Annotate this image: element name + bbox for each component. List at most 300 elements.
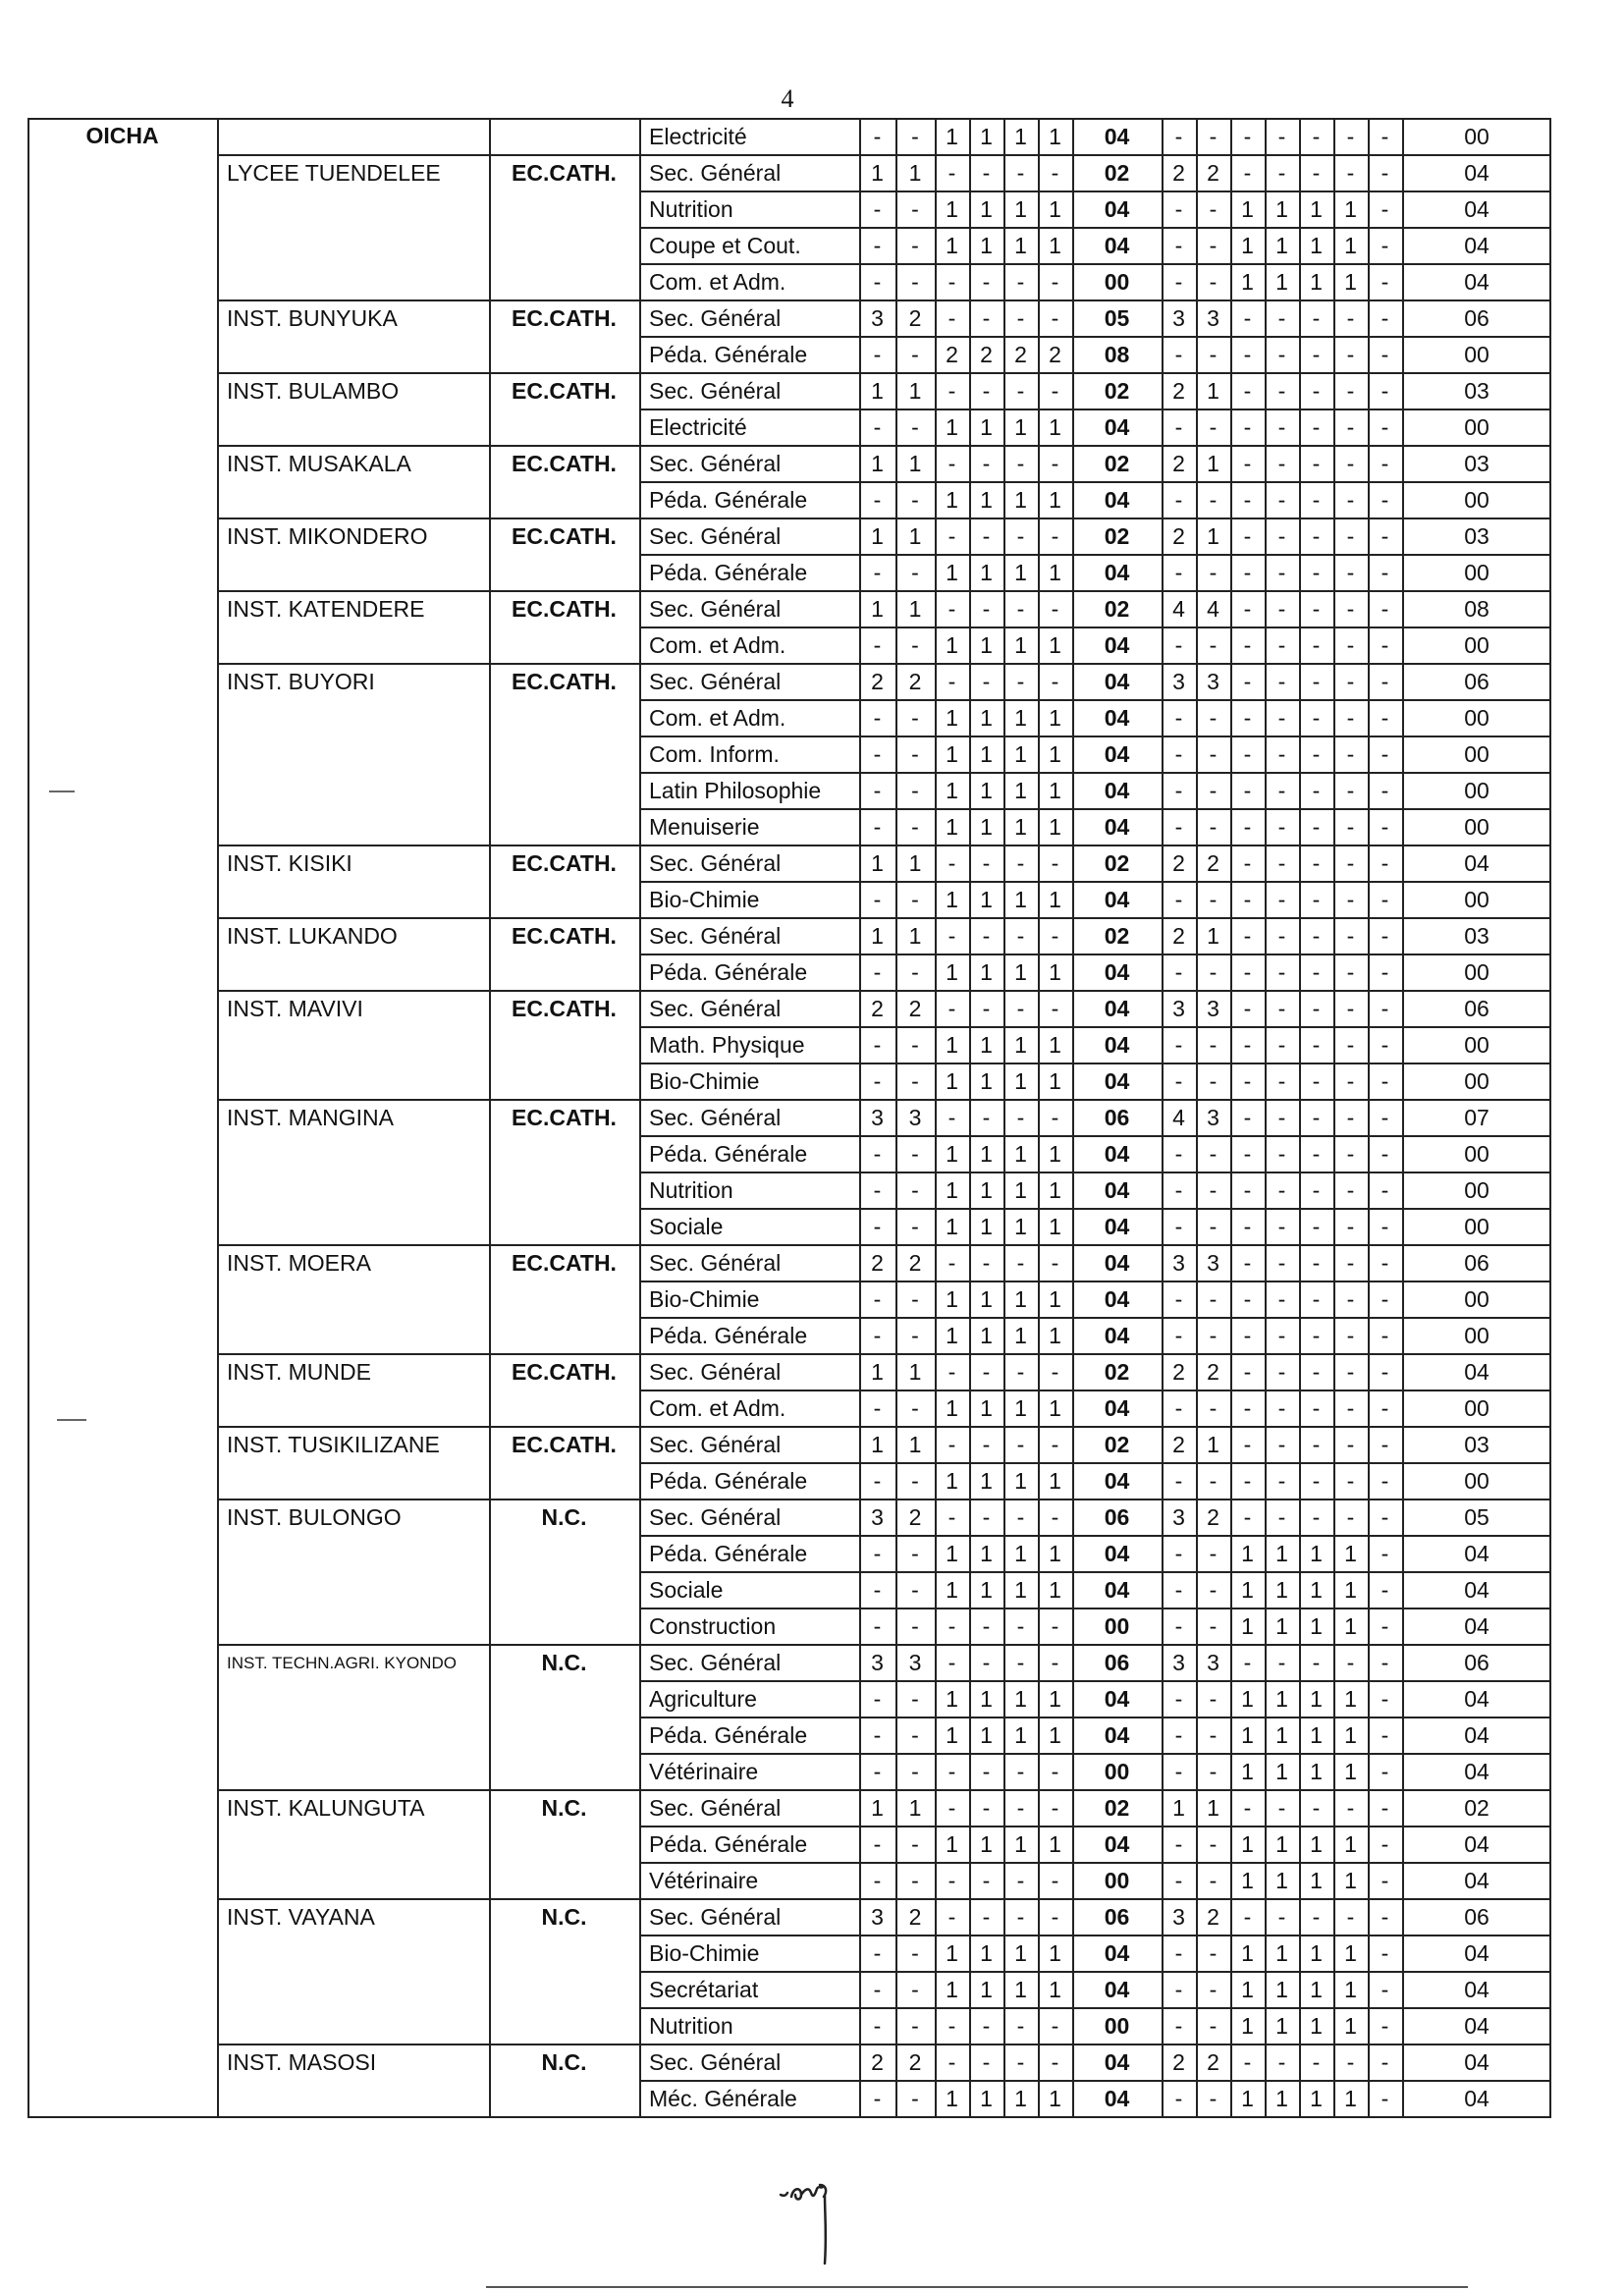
- count-cell: 1: [1049, 1032, 1061, 1058]
- count-cell: 1: [1344, 1686, 1357, 1712]
- option-cell: Péda. Générale: [649, 1468, 808, 1494]
- total-cell: 03: [1464, 923, 1489, 949]
- count-cell: 1: [1014, 487, 1027, 513]
- count-cell: 1: [946, 705, 958, 731]
- count-cell: -: [1243, 2049, 1252, 2075]
- count-cell: 3: [1172, 1650, 1185, 1675]
- count-cell: -: [982, 1650, 991, 1675]
- count-cell: 1: [871, 596, 884, 622]
- school-cell: INST. MASOSI: [227, 2049, 377, 2075]
- count-cell: 1: [1310, 1722, 1323, 1748]
- count-cell: 1: [980, 414, 993, 440]
- count-cell: -: [1209, 1977, 1218, 2002]
- count-cell: -: [911, 705, 919, 731]
- count-cell: -: [1051, 1650, 1059, 1675]
- count-cell: -: [1277, 1432, 1286, 1457]
- count-cell: 1: [908, 596, 922, 622]
- count-cell: -: [1016, 2049, 1025, 2075]
- count-cell: 1: [1241, 2013, 1254, 2039]
- count-cell: 2: [908, 305, 922, 331]
- count-cell: 1: [1310, 233, 1323, 258]
- count-cell: -: [982, 523, 991, 549]
- count-cell: 1: [980, 1323, 993, 1348]
- count-cell: -: [873, 1541, 882, 1566]
- count-cell: -: [1380, 1977, 1389, 2002]
- subtotal-cell: 06: [1104, 1105, 1130, 1130]
- subtotal-cell: 02: [1104, 451, 1130, 476]
- school-cell: INST. MAVIVI: [227, 996, 363, 1021]
- count-cell: -: [1277, 596, 1286, 622]
- count-cell: 1: [1049, 1141, 1061, 1167]
- count-cell: 1: [946, 414, 958, 440]
- count-cell: -: [1174, 1831, 1183, 1857]
- count-cell: -: [1380, 1214, 1389, 1239]
- count-cell: 1: [980, 814, 993, 840]
- count-cell: -: [911, 1940, 919, 1966]
- count-cell: -: [947, 1868, 956, 1893]
- count-cell: -: [1051, 378, 1059, 404]
- total-cell: 04: [1464, 196, 1489, 222]
- option-cell: Bio-Chimie: [649, 887, 760, 912]
- count-cell: -: [1312, 2049, 1321, 2075]
- option-cell: Sec. Général: [649, 378, 782, 404]
- total-cell: 00: [1464, 1395, 1489, 1421]
- table-border: [1549, 118, 1551, 2116]
- count-cell: -: [1243, 1032, 1252, 1058]
- count-cell: -: [911, 1468, 919, 1494]
- count-cell: 1: [1014, 196, 1027, 222]
- count-cell: 1: [1344, 1868, 1357, 1893]
- count-cell: -: [1380, 1541, 1389, 1566]
- count-cell: 1: [1241, 1686, 1254, 1712]
- count-cell: 1: [1049, 741, 1061, 767]
- count-cell: -: [1243, 1904, 1252, 1930]
- count-cell: -: [1243, 378, 1252, 404]
- count-cell: -: [1380, 741, 1389, 767]
- count-cell: -: [982, 451, 991, 476]
- count-cell: -: [1277, 451, 1286, 476]
- count-cell: 1: [980, 2086, 993, 2111]
- count-cell: -: [1243, 1214, 1252, 1239]
- count-cell: -: [1312, 1214, 1321, 1239]
- count-cell: -: [1209, 1032, 1218, 1058]
- count-cell: -: [1380, 1250, 1389, 1276]
- option-cell: Bio-Chimie: [649, 1286, 760, 1312]
- total-cell: 04: [1464, 1940, 1489, 1966]
- table-border: [27, 2116, 1551, 2118]
- count-cell: -: [1277, 1214, 1286, 1239]
- count-cell: -: [1312, 378, 1321, 404]
- option-cell: Sec. Général: [649, 669, 782, 694]
- count-cell: -: [1380, 1323, 1389, 1348]
- total-cell: 04: [1464, 1722, 1489, 1748]
- count-cell: -: [1380, 1105, 1389, 1130]
- count-cell: -: [1346, 1286, 1355, 1312]
- count-cell: -: [947, 160, 956, 186]
- count-cell: -: [1312, 451, 1321, 476]
- total-cell: 06: [1464, 305, 1489, 331]
- count-cell: 1: [1344, 233, 1357, 258]
- count-cell: 1: [1275, 1977, 1288, 2002]
- count-cell: -: [1277, 1323, 1286, 1348]
- count-cell: -: [1243, 741, 1252, 767]
- total-cell: 00: [1464, 814, 1489, 840]
- count-cell: -: [1346, 596, 1355, 622]
- count-cell: 1: [871, 160, 884, 186]
- count-cell: -: [982, 1432, 991, 1457]
- option-cell: Péda. Générale: [649, 1722, 808, 1748]
- count-cell: -: [873, 778, 882, 803]
- total-cell: 04: [1464, 2013, 1489, 2039]
- option-cell: Com. Inform.: [649, 741, 780, 767]
- total-cell: 00: [1464, 1468, 1489, 1494]
- count-cell: 3: [871, 305, 884, 331]
- count-cell: 3: [1172, 996, 1185, 1021]
- count-cell: 1: [1344, 1977, 1357, 2002]
- option-cell: Sec. Général: [649, 1904, 782, 1930]
- count-cell: -: [1174, 1395, 1183, 1421]
- count-cell: -: [1380, 1831, 1389, 1857]
- count-cell: 1: [908, 451, 922, 476]
- count-cell: -: [1209, 814, 1218, 840]
- total-cell: 00: [1464, 342, 1489, 367]
- count-cell: 1: [980, 1068, 993, 1094]
- count-cell: -: [1016, 1504, 1025, 1530]
- count-cell: -: [1016, 1795, 1025, 1821]
- count-cell: 1: [980, 1541, 993, 1566]
- count-cell: 2: [1172, 160, 1185, 186]
- count-cell: 1: [1049, 560, 1061, 585]
- option-cell: Péda. Générale: [649, 342, 808, 367]
- count-cell: -: [1346, 1432, 1355, 1457]
- count-cell: 3: [1172, 1504, 1185, 1530]
- count-cell: -: [1209, 487, 1218, 513]
- subtotal-cell: 04: [1104, 1468, 1130, 1494]
- count-cell: 1: [1014, 1214, 1027, 1239]
- count-cell: -: [947, 1795, 956, 1821]
- count-cell: -: [1346, 887, 1355, 912]
- count-cell: -: [1277, 923, 1286, 949]
- type-cell: EC.CATH.: [512, 669, 617, 694]
- count-cell: -: [1174, 124, 1183, 149]
- count-cell: -: [911, 196, 919, 222]
- count-cell: -: [1016, 596, 1025, 622]
- count-cell: 1: [1275, 2013, 1288, 2039]
- subtotal-cell: 08: [1104, 342, 1130, 367]
- count-cell: -: [1312, 996, 1321, 1021]
- count-cell: -: [873, 1759, 882, 1784]
- option-cell: Sec. Général: [649, 1504, 782, 1530]
- count-cell: -: [1209, 1759, 1218, 1784]
- option-cell: Math. Physique: [649, 1032, 805, 1058]
- total-cell: 04: [1464, 1613, 1489, 1639]
- signature-mark: [776, 2165, 854, 2273]
- count-cell: -: [873, 632, 882, 658]
- count-cell: -: [947, 1432, 956, 1457]
- count-cell: 1: [946, 1831, 958, 1857]
- count-cell: -: [873, 1868, 882, 1893]
- count-cell: 1: [946, 1214, 958, 1239]
- count-cell: 1: [1014, 124, 1027, 149]
- school-cell: INST. MUSAKALA: [227, 451, 411, 476]
- count-cell: -: [1380, 196, 1389, 222]
- count-cell: -: [873, 269, 882, 295]
- column-line: [639, 118, 641, 2116]
- count-cell: 1: [946, 1977, 958, 2002]
- count-cell: -: [1051, 2013, 1059, 2039]
- count-cell: -: [1243, 1177, 1252, 1203]
- option-cell: Péda. Générale: [649, 487, 808, 513]
- count-cell: -: [1380, 1650, 1389, 1675]
- count-cell: -: [1277, 2049, 1286, 2075]
- type-cell: EC.CATH.: [512, 1250, 617, 1276]
- count-cell: -: [911, 1395, 919, 1421]
- option-cell: Nutrition: [649, 1177, 733, 1203]
- count-cell: -: [1174, 887, 1183, 912]
- count-cell: -: [1243, 959, 1252, 985]
- count-cell: -: [1243, 487, 1252, 513]
- count-cell: -: [1346, 1323, 1355, 1348]
- count-cell: 1: [1275, 2086, 1288, 2111]
- count-cell: -: [1346, 1504, 1355, 1530]
- count-cell: -: [1016, 1904, 1025, 1930]
- count-cell: -: [982, 305, 991, 331]
- count-cell: -: [1051, 1105, 1059, 1130]
- subtotal-cell: 06: [1104, 1904, 1130, 1930]
- count-cell: -: [1312, 305, 1321, 331]
- count-cell: 1: [1014, 2086, 1027, 2111]
- count-cell: -: [873, 1940, 882, 1966]
- count-cell: 1: [946, 1468, 958, 1494]
- subtotal-cell: 04: [1104, 1032, 1130, 1058]
- total-cell: 04: [1464, 1759, 1489, 1784]
- count-cell: 1: [1049, 233, 1061, 258]
- count-cell: 1: [1014, 1541, 1027, 1566]
- count-cell: -: [1312, 1504, 1321, 1530]
- count-cell: 2: [1207, 850, 1219, 876]
- subtotal-cell: 04: [1104, 1141, 1130, 1167]
- count-cell: 1: [1241, 1940, 1254, 1966]
- total-cell: 00: [1464, 487, 1489, 513]
- count-cell: -: [1346, 1650, 1355, 1675]
- count-cell: 1: [1241, 196, 1254, 222]
- count-cell: -: [1174, 1577, 1183, 1603]
- count-cell: 1: [1014, 1323, 1027, 1348]
- count-cell: 1: [946, 560, 958, 585]
- count-cell: -: [1277, 160, 1286, 186]
- count-cell: -: [982, 269, 991, 295]
- count-cell: 1: [980, 632, 993, 658]
- count-cell: -: [1312, 850, 1321, 876]
- count-cell: -: [1380, 1286, 1389, 1312]
- count-cell: 3: [1207, 996, 1219, 1021]
- count-cell: -: [947, 1250, 956, 1276]
- count-cell: -: [1174, 741, 1183, 767]
- count-cell: -: [1277, 1032, 1286, 1058]
- count-cell: 1: [1241, 1577, 1254, 1603]
- count-cell: -: [982, 1904, 991, 1930]
- count-cell: 1: [1275, 1868, 1288, 1893]
- count-cell: 1: [1310, 1977, 1323, 2002]
- count-cell: -: [1380, 233, 1389, 258]
- count-cell: -: [1174, 1722, 1183, 1748]
- count-cell: -: [1174, 705, 1183, 731]
- count-cell: -: [947, 1105, 956, 1130]
- count-cell: -: [1051, 2049, 1059, 2075]
- count-cell: 1: [946, 1541, 958, 1566]
- count-cell: -: [982, 923, 991, 949]
- type-cell: EC.CATH.: [512, 1105, 617, 1130]
- count-cell: -: [1209, 2013, 1218, 2039]
- count-cell: -: [1312, 1068, 1321, 1094]
- subtotal-cell: 00: [1104, 269, 1130, 295]
- count-cell: -: [1016, 2013, 1025, 2039]
- count-cell: 1: [1049, 2086, 1061, 2111]
- option-cell: Péda. Générale: [649, 1323, 808, 1348]
- count-cell: -: [1051, 1432, 1059, 1457]
- count-cell: 1: [980, 1032, 993, 1058]
- count-cell: -: [947, 451, 956, 476]
- count-cell: 1: [1049, 1831, 1061, 1857]
- count-cell: 1: [980, 705, 993, 731]
- count-cell: 1: [1172, 1795, 1185, 1821]
- count-cell: 1: [946, 778, 958, 803]
- count-cell: -: [911, 1068, 919, 1094]
- count-cell: -: [947, 1650, 956, 1675]
- count-cell: -: [1016, 1432, 1025, 1457]
- count-cell: -: [1346, 1395, 1355, 1421]
- count-cell: -: [1277, 741, 1286, 767]
- count-cell: -: [911, 342, 919, 367]
- count-cell: -: [1209, 1286, 1218, 1312]
- count-cell: -: [1277, 705, 1286, 731]
- total-cell: 04: [1464, 269, 1489, 295]
- count-cell: 1: [1241, 2086, 1254, 2111]
- count-cell: 1: [1049, 814, 1061, 840]
- count-cell: -: [1243, 451, 1252, 476]
- subtotal-cell: 04: [1104, 233, 1130, 258]
- count-cell: -: [1209, 1141, 1218, 1167]
- option-cell: Nutrition: [649, 2013, 733, 2039]
- count-cell: 3: [908, 1650, 922, 1675]
- count-cell: -: [1380, 705, 1389, 731]
- subtotal-cell: 04: [1104, 1286, 1130, 1312]
- total-cell: 00: [1464, 1177, 1489, 1203]
- count-cell: -: [1174, 269, 1183, 295]
- count-cell: -: [1016, 160, 1025, 186]
- count-cell: -: [1209, 1613, 1218, 1639]
- count-cell: -: [1051, 596, 1059, 622]
- count-cell: -: [1380, 2049, 1389, 2075]
- count-cell: -: [947, 1613, 956, 1639]
- subtotal-cell: 04: [1104, 1250, 1130, 1276]
- count-cell: 2: [946, 342, 958, 367]
- type-cell: EC.CATH.: [512, 523, 617, 549]
- count-cell: 1: [1207, 1432, 1219, 1457]
- count-cell: -: [1209, 1395, 1218, 1421]
- count-cell: -: [873, 1323, 882, 1348]
- count-cell: 1: [980, 1141, 993, 1167]
- count-cell: 1: [1344, 2013, 1357, 2039]
- count-cell: -: [1051, 669, 1059, 694]
- count-cell: -: [1312, 1032, 1321, 1058]
- school-cell: INST. BUYORI: [227, 669, 375, 694]
- count-cell: -: [873, 1032, 882, 1058]
- count-cell: 1: [1344, 269, 1357, 295]
- count-cell: -: [1209, 887, 1218, 912]
- count-cell: -: [1243, 705, 1252, 731]
- count-cell: -: [1380, 1359, 1389, 1385]
- count-cell: 1: [1275, 1686, 1288, 1712]
- count-cell: -: [1243, 160, 1252, 186]
- count-cell: -: [1016, 1650, 1025, 1675]
- count-cell: -: [1174, 1141, 1183, 1167]
- count-cell: 1: [1310, 1577, 1323, 1603]
- count-cell: -: [982, 669, 991, 694]
- margin-mark: [57, 1419, 86, 1421]
- count-cell: -: [1380, 305, 1389, 331]
- count-cell: 1: [1207, 923, 1219, 949]
- total-cell: 04: [1464, 1359, 1489, 1385]
- count-cell: 1: [871, 1359, 884, 1385]
- count-cell: -: [911, 1686, 919, 1712]
- count-cell: 2: [1172, 2049, 1185, 2075]
- count-cell: -: [1312, 523, 1321, 549]
- count-cell: -: [1243, 1432, 1252, 1457]
- subtotal-cell: 04: [1104, 124, 1130, 149]
- count-cell: -: [1209, 705, 1218, 731]
- count-cell: 1: [1241, 1541, 1254, 1566]
- count-cell: -: [1209, 560, 1218, 585]
- count-cell: 1: [1344, 196, 1357, 222]
- count-cell: -: [1051, 1759, 1059, 1784]
- subtotal-cell: 00: [1104, 1868, 1130, 1893]
- count-cell: 2: [1172, 451, 1185, 476]
- count-cell: 1: [1275, 1577, 1288, 1603]
- count-cell: -: [911, 1323, 919, 1348]
- count-cell: 1: [1344, 1577, 1357, 1603]
- count-cell: 1: [1049, 487, 1061, 513]
- count-cell: 1: [1275, 1940, 1288, 1966]
- count-cell: -: [1174, 560, 1183, 585]
- column-line: [217, 118, 219, 2116]
- count-cell: 1: [1014, 414, 1027, 440]
- type-cell: EC.CATH.: [512, 378, 617, 404]
- option-cell: Sec. Général: [649, 305, 782, 331]
- type-cell: N.C.: [541, 1504, 587, 1530]
- count-cell: -: [1312, 414, 1321, 440]
- count-cell: -: [1209, 414, 1218, 440]
- count-cell: 1: [1241, 1868, 1254, 1893]
- subtotal-cell: 04: [1104, 2086, 1130, 2111]
- count-cell: -: [873, 487, 882, 513]
- total-cell: 04: [1464, 1577, 1489, 1603]
- count-cell: 1: [1049, 414, 1061, 440]
- count-cell: 3: [1207, 1105, 1219, 1130]
- count-cell: -: [1209, 1577, 1218, 1603]
- count-cell: -: [1346, 741, 1355, 767]
- count-cell: -: [1277, 1105, 1286, 1130]
- count-cell: 1: [1275, 196, 1288, 222]
- subtotal-cell: 04: [1104, 669, 1130, 694]
- count-cell: 1: [1241, 1759, 1254, 1784]
- option-cell: Sec. Général: [649, 850, 782, 876]
- count-cell: -: [1380, 2013, 1389, 2039]
- subtotal-cell: 06: [1104, 1504, 1130, 1530]
- count-cell: -: [911, 1286, 919, 1312]
- count-cell: 1: [1049, 196, 1061, 222]
- count-cell: -: [1174, 487, 1183, 513]
